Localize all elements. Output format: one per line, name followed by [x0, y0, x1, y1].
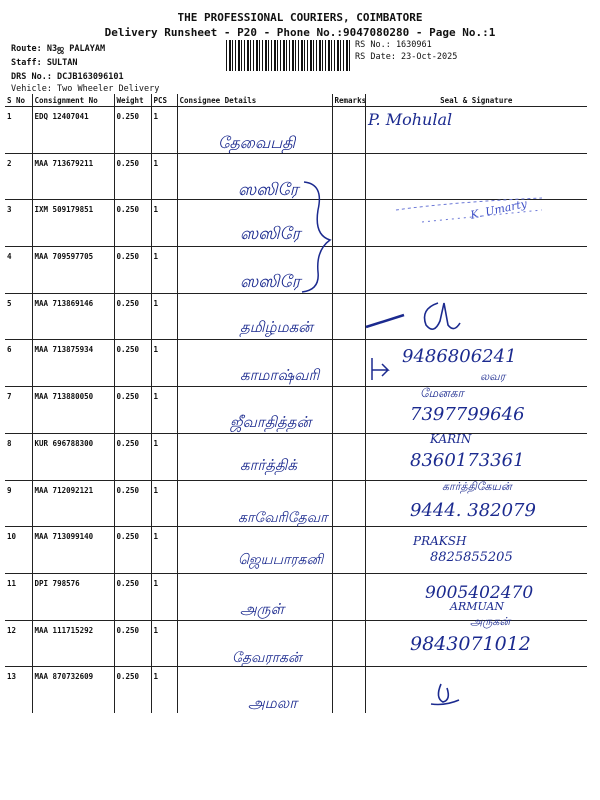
consignment-no-cell: MAA 712092121 — [32, 480, 114, 527]
sno-cell: 7 — [5, 387, 32, 434]
remarks-cell — [332, 387, 365, 434]
pcs-cell: 1 — [151, 480, 177, 527]
weight-cell: 0.250 — [114, 387, 151, 434]
runsheet-subtitle: Delivery Runsheet - P20 - Phone No.:9047080280 - Page No.:1 — [104, 26, 496, 39]
seal-signature-cell — [365, 667, 587, 713]
weight-cell: 0.250 — [114, 620, 151, 667]
pcs-cell: 1 — [151, 667, 177, 713]
pcs-cell: 1 — [151, 620, 177, 667]
weight-cell: 0.250 — [114, 433, 151, 480]
consignment-no-cell: MAA 713099140 — [32, 527, 114, 574]
remarks-cell — [332, 620, 365, 667]
pcs-cell: 1 — [151, 340, 177, 387]
pcs-cell: 1 — [151, 527, 177, 574]
consignment-no-cell: MAA 713875934 — [32, 340, 114, 387]
pcs-cell: 1 — [151, 247, 177, 294]
table-header-row — [5, 94, 587, 107]
col-consignee: Consignee Details — [177, 94, 332, 107]
sno-cell: 13 — [7, 672, 17, 682]
handwritten-consignee-9: காவேரிதேவா — [238, 510, 328, 526]
sno-cell: 4 — [5, 247, 32, 294]
consignment-no-cell: IXM 509179851 — [32, 200, 114, 247]
handwritten-phone-6: 9486806241 — [402, 346, 517, 367]
handwritten-phone-12: 9843071012 — [410, 633, 531, 655]
drs-label: DRS No.: DCJB163096101 — [11, 72, 124, 82]
seal-stamp — [392, 192, 552, 232]
remarks-cell — [332, 480, 365, 527]
handwritten-consignee-7: ஜீவாதித்தன் — [230, 413, 312, 431]
consignment-no-cell: MAA 713880050 — [32, 387, 114, 434]
vehicle-label: Vehicle: Two Wheeler Delivery — [11, 84, 160, 94]
arrow-ink-mark — [368, 356, 392, 384]
pcs-cell: 1 — [151, 200, 177, 247]
pcs-cell: 1 — [151, 107, 177, 154]
seal-stamp-text: K. Umarty — [469, 197, 529, 222]
sno-cell: 6 — [5, 340, 32, 387]
handwritten-name-10: PRAKSH — [413, 534, 467, 548]
weight-cell: 0.250 — [114, 247, 151, 294]
rs-number: RS No.: 1630961 — [355, 40, 432, 50]
handwritten-consignee-3: ஸஸிரே — [240, 224, 301, 244]
sno-cell: 5 — [5, 293, 32, 340]
col-seal-signature: Seal & Signature — [365, 94, 587, 107]
handwritten-consignee-2: ஸஸிரே — [238, 180, 299, 200]
handwritten-phone-8: 8360173361 — [410, 450, 525, 471]
remarks-cell — [332, 340, 365, 387]
handwritten-consignee-12: தேவராகன் — [232, 650, 302, 666]
handwritten-phone-10: 8825855205 — [430, 550, 513, 565]
sno-cell: 2 — [5, 153, 32, 200]
handwritten-name-6: லவர — [480, 370, 506, 383]
col-remarks: Remarks — [332, 94, 365, 107]
pcs-cell: 1 — [151, 387, 177, 434]
handwritten-name-12: அருகன் — [470, 615, 511, 628]
handwritten-consignee-5: தமிழ்மகன் — [240, 318, 313, 336]
handwritten-consignee-6: காமாஷ்வரி — [240, 366, 320, 384]
pcs-cell: 1 — [151, 433, 177, 480]
handwritten-consignee-13: அமலா — [248, 694, 298, 712]
consignment-no-cell: KUR 696788300 — [32, 433, 114, 480]
route-label: Route: N3ஜ PALAYAM — [11, 44, 106, 54]
handwritten-consignee-8: கார்த்திக் — [240, 456, 297, 474]
staff-label: Staff: SULTAN — [11, 58, 78, 68]
col-weight: Weight — [114, 94, 151, 107]
signature-scribble-13 — [425, 678, 465, 708]
bracket-ink-mark — [300, 180, 340, 295]
weight-cell: 0.250 — [114, 480, 151, 527]
weight-cell: 0.250 — [114, 153, 151, 200]
handwritten-name-11: ARMUAN — [450, 600, 504, 613]
weight-cell: 0.250 — [114, 293, 151, 340]
consignment-no-cell: MAA 870732609 — [32, 667, 114, 713]
sno-cell: 11 — [5, 573, 32, 620]
sno-cell: 1 — [5, 107, 32, 154]
barcode — [226, 40, 352, 71]
handwritten-phone-7: 7397799646 — [410, 404, 525, 425]
sno-cell: 8 — [5, 433, 32, 480]
col-sno: S No — [5, 94, 32, 107]
weight-cell: 0.250 — [114, 107, 151, 154]
handwritten-consignee-1: தேவைபதி — [218, 133, 296, 152]
pcs-cell: 1 — [151, 573, 177, 620]
seal-signature-cell — [365, 247, 587, 294]
remarks-cell — [332, 107, 365, 154]
pcs-cell: 1 — [151, 153, 177, 200]
handwritten-name-7: மேனகா — [420, 386, 464, 400]
remarks-cell — [332, 667, 365, 713]
weight-cell: 0.250 — [114, 200, 151, 247]
col-consignment: Consignment No — [32, 94, 114, 107]
handwritten-consignee-11: அருள் — [240, 600, 285, 618]
sno-cell: 3 — [5, 200, 32, 247]
consignment-no-cell: DPI 798576 — [32, 573, 114, 620]
handwritten-signature-1: P. Mohulal — [368, 110, 453, 129]
handwritten-consignee-10: ஜெயபாரகனி — [238, 552, 324, 568]
weight-cell: 0.250 — [114, 667, 151, 713]
signature-scribble-5 — [360, 295, 470, 335]
col-pcs: PCS — [151, 94, 177, 107]
sno-cell: 9 — [5, 480, 32, 527]
remarks-cell — [332, 433, 365, 480]
handwritten-phone-9: 9444. 382079 — [410, 500, 536, 521]
consignment-no-cell: MAA 713869146 — [32, 293, 114, 340]
consignment-no-cell: MAA 713679211 — [32, 153, 114, 200]
sno-cell: 10 — [5, 527, 32, 574]
pcs-cell: 1 — [151, 293, 177, 340]
consignment-no-cell: MAA 709597705 — [32, 247, 114, 294]
handwritten-name-8: KARIN — [430, 432, 472, 446]
runsheet-title: THE PROFESSIONAL COURIERS, COIMBATORE — [177, 11, 423, 24]
rs-date: RS Date: 23-Oct-2025 — [355, 52, 458, 62]
handwritten-name-9: கார்த்திகேயன் — [442, 480, 512, 493]
weight-cell: 0.250 — [114, 573, 151, 620]
weight-cell: 0.250 — [114, 340, 151, 387]
sno-cell: 12 — [5, 620, 32, 667]
table-row — [5, 107, 587, 154]
weight-cell: 0.250 — [114, 527, 151, 574]
handwritten-consignee-4: ஸஸிரே — [240, 272, 301, 292]
consignment-no-cell: MAA 111715292 — [32, 620, 114, 667]
consignment-no-cell: EDQ 12407041 — [32, 107, 114, 154]
handwritten-phone-11: 9005402470 — [425, 583, 534, 603]
remarks-cell — [332, 527, 365, 574]
remarks-cell — [332, 573, 365, 620]
